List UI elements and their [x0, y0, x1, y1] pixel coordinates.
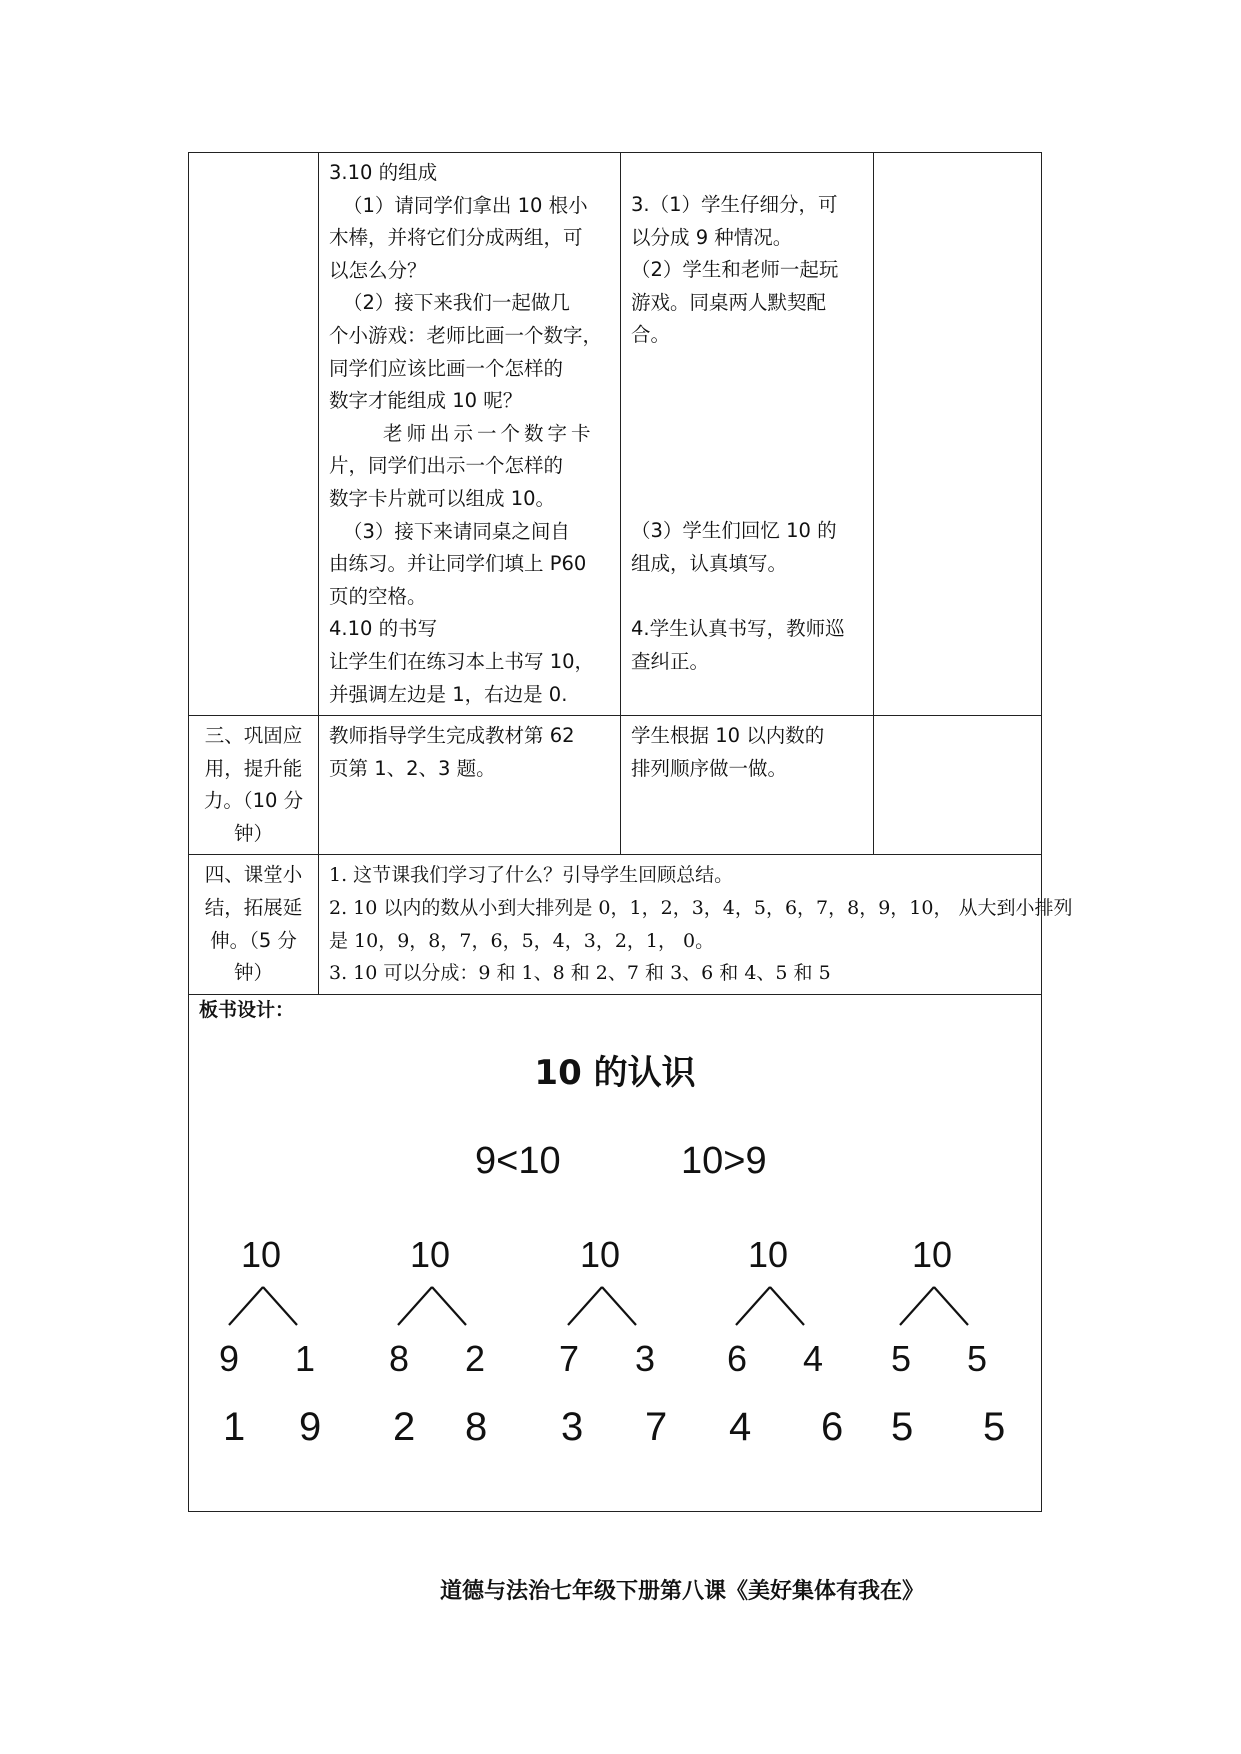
text-line: 片，同学们出示一个怎样的	[329, 454, 564, 478]
tree-bottom-left: 2	[393, 1404, 416, 1449]
student-activity-cell	[621, 716, 874, 855]
text-line: 4.10 的书写	[329, 617, 438, 641]
text-line: 3.10 的组成	[329, 161, 438, 184]
text-line: 3. 10 可以分成：9 和 1、8 和 2、7 和 3、6 和 4、5 和 5	[329, 962, 831, 985]
board-design	[199, 1023, 1031, 1511]
tree-bottom-right: 5	[983, 1404, 1006, 1449]
text-line: 4.学生认真书写，教师巡	[631, 617, 845, 641]
text-line: 钟）	[233, 961, 273, 985]
student-activity-cell	[621, 153, 874, 716]
text-line: 让学生们在练习本上书写 10，	[329, 649, 595, 673]
text-line: 并强调左边是 1，右边是 0.	[329, 682, 568, 706]
text-line: 页的空格。	[329, 584, 427, 608]
tree-top-number: 10	[580, 1233, 621, 1275]
tree-top-number: 10	[241, 1233, 282, 1275]
summary-cell	[319, 855, 1073, 994]
table-row	[189, 153, 1042, 716]
text-line: 结，拓展延	[204, 896, 303, 920]
tree-branch-left	[398, 1287, 432, 1325]
text-line: 伸。（5 分	[210, 928, 297, 952]
text-line: 合。	[631, 323, 671, 347]
tree-bottom-left: 5	[891, 1404, 914, 1449]
tree-bottom-right: 7	[645, 1404, 668, 1449]
text-line: 以怎么分？	[329, 258, 427, 282]
tree-top-number: 10	[912, 1233, 953, 1275]
compare-right: 10>9	[681, 1139, 767, 1182]
tree-right-number: 4	[803, 1337, 824, 1379]
stage-cell	[189, 855, 319, 994]
text-line: 钟）	[233, 821, 273, 845]
text-line: 2. 10 以内的数从小到大排列是 0，1，2，3，4，5，6，7，8，9，10， 从大到小排列	[329, 897, 1073, 920]
tree-top-number: 10	[748, 1233, 789, 1275]
board-design-cell	[189, 994, 1042, 1511]
text-line: 数字才能组成 10 呢？	[329, 389, 523, 413]
table-row	[189, 716, 1042, 855]
tree-bottom-right: 6	[821, 1404, 844, 1449]
board-label: 板书设计：	[199, 998, 295, 1021]
text-line: （3）学生们回忆 10 的	[631, 518, 837, 542]
text-line: 1. 这节课我们学习了什么？引导学生回顾总结。	[329, 864, 734, 887]
tree-branch-left	[900, 1287, 934, 1325]
text-line: 是 10，9，8，7，6，5，4，3，2，1， 0。	[329, 929, 715, 952]
tree-bottom-right: 9	[299, 1404, 322, 1449]
tree-branch-left	[736, 1287, 770, 1325]
compare-left: 9<10	[475, 1139, 561, 1182]
text-line: 查纠正。	[631, 649, 710, 673]
text-line: 同学们应该比画一个怎样的	[329, 356, 564, 380]
footer-title: 道德与法治七年级下册第八课《美好集体有我在》	[440, 1578, 925, 1604]
teacher-activity-cell	[319, 153, 621, 716]
text-line: 用，提升能	[204, 756, 303, 780]
tree-branch-left	[568, 1287, 602, 1325]
tree-bottom-left: 1	[223, 1404, 246, 1449]
stage-cell	[189, 716, 319, 855]
tree-left-number: 8	[389, 1337, 410, 1379]
text-line: 排列顺序做一做。	[631, 756, 788, 780]
notes-cell	[874, 716, 1042, 855]
text-line: 由练习。并让同学们填上 P60	[329, 552, 587, 576]
text-line: （2）接下来我们一起做几	[343, 291, 570, 315]
text-line: 教师指导学生完成教材第 62	[329, 724, 575, 748]
tree-top-number: 10	[410, 1233, 451, 1275]
text-line: 组成，认真填写。	[631, 551, 788, 575]
board-title: 10 的认识	[534, 1052, 696, 1093]
tree-bottom-right: 8	[465, 1404, 488, 1449]
text-line: （2）学生和老师一起玩	[631, 258, 839, 282]
text-line: 以分成 9 种情况。	[631, 225, 793, 249]
tree-right-number: 5	[967, 1337, 988, 1379]
table-row	[189, 994, 1042, 1511]
text-line: （1）请同学们拿出 10 根小	[343, 193, 588, 217]
text-line: 3.（1）学生仔细分，可	[631, 193, 838, 216]
teacher-activity-cell	[319, 716, 621, 855]
text-line: 学生根据 10 以内数的	[631, 724, 825, 748]
tree-left-number: 5	[891, 1337, 912, 1379]
text-line: 木棒，并将它们分成两组，可	[329, 226, 583, 250]
tree-branch-right	[770, 1287, 804, 1325]
tree-branch-right	[602, 1287, 636, 1325]
tree-right-number: 1	[295, 1337, 316, 1379]
table-row	[189, 855, 1042, 994]
text-line: 页第 1、2、3 题。	[329, 756, 496, 780]
text-line: 老师出示一个数字卡	[383, 421, 595, 445]
text-line: 三、巩固应	[204, 724, 303, 748]
tree-left-number: 6	[727, 1337, 748, 1379]
tree-branch-right	[263, 1287, 297, 1325]
text-line: 数字卡片就可以组成 10。	[329, 486, 556, 510]
tree-bottom-left: 3	[561, 1404, 584, 1449]
tree-right-number: 2	[465, 1337, 486, 1379]
tree-left-number: 9	[219, 1337, 240, 1379]
tree-bottom-left: 4	[729, 1404, 752, 1449]
tree-left-number: 7	[559, 1337, 580, 1379]
text-line: （3）接下来请同桌之间自	[343, 519, 570, 543]
tree-right-number: 3	[635, 1337, 656, 1379]
text-line: 游戏。同桌两人默契配	[631, 290, 827, 314]
tree-branch-left	[229, 1287, 263, 1325]
tree-branch-right	[432, 1287, 466, 1325]
tree-branch-right	[934, 1287, 968, 1325]
text-line: 力。（10 分	[203, 789, 304, 813]
text-line: 四、课堂小	[204, 863, 303, 887]
lesson-plan-table	[188, 152, 1073, 1512]
notes-cell	[874, 153, 1042, 716]
stage-cell	[189, 153, 319, 716]
text-line: 个小游戏：老师比画一个数字，	[329, 323, 603, 347]
